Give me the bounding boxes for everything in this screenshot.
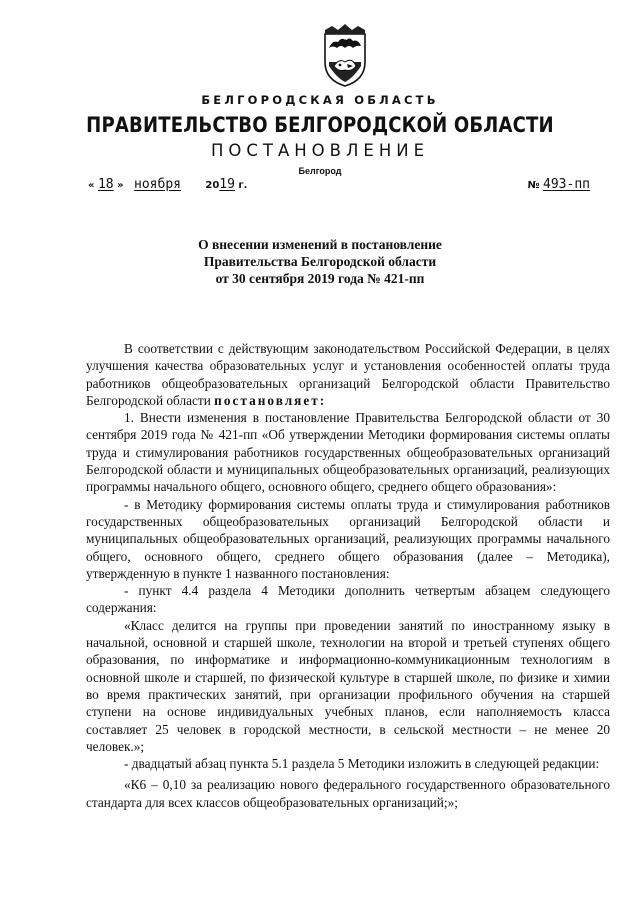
document-type: ПОСТАНОВЛЕНИЕ — [210, 141, 429, 160]
clause-5-1-paragraph: - двадцатый абзац пункта 5.1 раздела 5 Методики изложить в следующей редакции: — [124, 756, 600, 772]
preamble-paragraph — [86, 340, 610, 409]
resolution-keyword: постановляет: — [214, 392, 327, 408]
date-year-prefix: 20 — [205, 180, 220, 191]
decree-title — [0, 236, 640, 287]
title-line-2: Правительства Белгородской области — [203, 254, 437, 269]
clause-4-4-paragraph: - пункт 4.4 раздела 4 Методики дополнить четвертым абзацем следующего содержания: — [86, 583, 610, 616]
date-day: 18 — [97, 177, 114, 192]
number-value: 493-пп — [543, 177, 590, 192]
clause-1-paragraph: 1. Внести изменения в постановление Правительства Белгородской области от 30 сентября 2019 года № 421-пп «Об утверждении Методики формирования системы оплаты труда и стимулирования работников государственных общеобразовательных организаций Белгородской области и муниципальных общеобразовательных организаций, реализующих программы начального общего, основного общего, среднего общего образования»: — [86, 410, 610, 495]
date-year-unit: г. — [238, 180, 248, 191]
region-name: БЕЛГОРОДСКАЯ ОБЛАСТЬ — [201, 93, 439, 107]
preamble-text: В соответствии с действующим законодательством Российской Федерации, в целях улучшения качества образовательных услуг и установления особенностей оплаты труда работников общеобразовательных организаций Белгородской области Правительство Белгородской области — [86, 341, 610, 408]
title-line-3: от 30 сентября 2019 года № 421-пп — [215, 271, 425, 286]
date-month: ноября — [134, 177, 181, 192]
city-name: Белгород — [298, 166, 342, 176]
k6-coefficient-quote: «К6 – 0,10 за реализацию нового федерального государственного образовательного стандарта для всех классов общеобразовательных организаций;»; — [86, 777, 610, 810]
decree-date — [88, 177, 247, 192]
date-year-suffix: 19 — [219, 177, 235, 192]
date-close-quote: » — [117, 180, 124, 191]
number-prefix: № — [527, 180, 540, 191]
date-open-quote: « — [88, 180, 95, 191]
decree-number — [528, 177, 590, 192]
decree-body — [86, 340, 610, 811]
class-division-quote: «Класс делится на группы при проведении занятий по иностранному языку в начальной, основной и старшей школе, технологии на второй и третьей ступенях общего образования, по информатике и информационно-коммуникационным технологиям в основной школе и старшей, по физической культуре в старшей школе, по физике и химии во время практических занятий, при организации профильного обучения на старшей ступени на основе индивидуальных учебных планов, если наполняемость класса составляет 25 человек в городской местности, в сельской местности – не менее 20 человек.»; — [86, 617, 610, 754]
government-name: ПРАВИТЕЛЬСТВО БЕЛГОРОДСКОЙ ОБЛАСТИ — [86, 113, 554, 137]
methodology-paragraph: - в Методику формирования системы оплаты труда и стимулирования работников государственных общеобразовательных организаций Белгородской области и муниципальных общеобразовательных организаций, реализующих программы начального общего, основного общего, среднего общего образования (далее – Методика), утвержденную в пункте 1 названного постановления: — [86, 496, 610, 581]
coat-of-arms-icon — [322, 22, 368, 88]
title-line-1: О внесении изменений в постановление — [198, 237, 442, 252]
